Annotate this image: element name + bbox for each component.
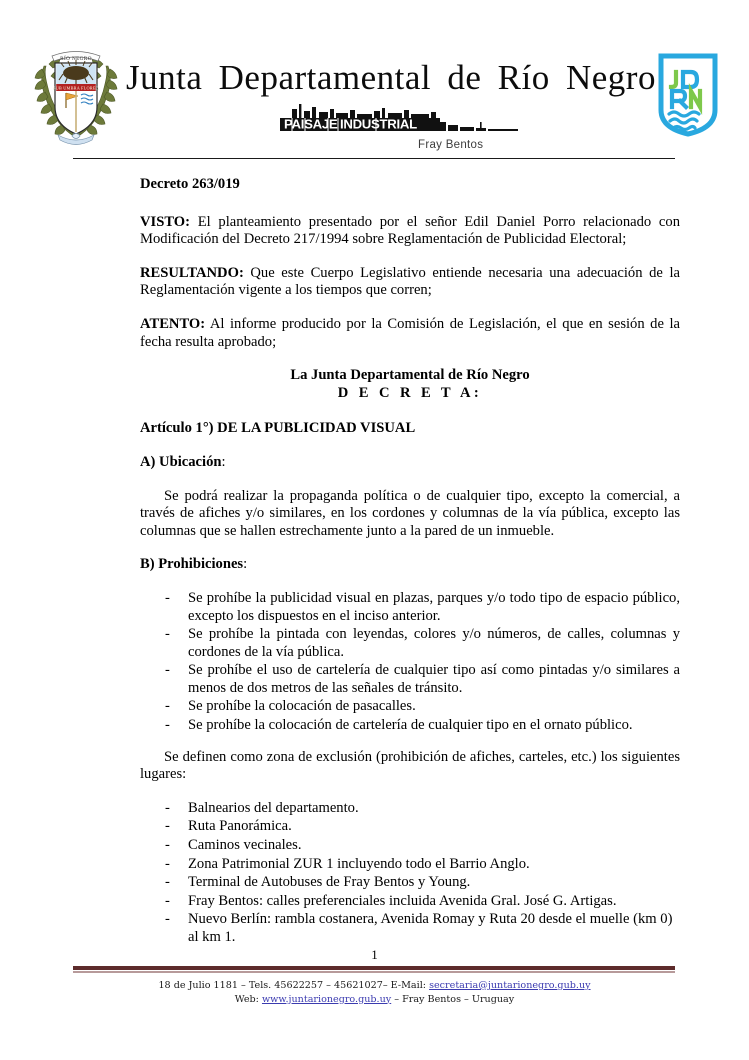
paisaje-industrial-logo-icon [272,104,532,136]
section-b-heading [140,556,680,574]
list-item: - Caminos vecinales. [140,837,680,855]
list-item: - Balnearios del departamento. [140,800,680,818]
list-item: - Se prohíbe el uso de cartelería de cualquier tipo así como pintadas y/o similares a menos de dos metros de las señales de tránsito. [140,662,680,697]
resultando-paragraph [140,265,680,300]
decree-number: Decreto 263/019 [140,176,240,192]
atento-label: ATENTO: [140,315,206,332]
article-1-label: Artículo 1°) [140,420,214,437]
svg-text:SUB UMBRA FLOREO: SUB UMBRA FLOREO [53,85,99,91]
visto-paragraph [140,214,680,249]
prohibitions-list [140,590,680,735]
list-item: - Ruta Panorámica. [140,818,680,836]
footer-divider-light [73,971,675,973]
list-item: - Se prohíbe la colocación de pasacalles. [140,698,680,716]
section-a-label: A) Ubicación [140,453,222,470]
header-divider [73,158,675,159]
section-a-heading [140,454,680,472]
atento-text: Al informe producido por la Comisión de Legislación, el que en sesión de la fecha resulta aprobado; [140,315,680,350]
footer-location-text: – Fray Bentos – Uruguay [391,993,515,1005]
list-item: - Se prohíbe la publicidad visual en plazas, parques y/o todo tipo de espacio público, excepto los dispuestos en el inciso anterior. [140,590,680,625]
enacting-clause [140,367,680,402]
footer-website-link[interactable]: www.juntarionegro.gub.uy [261,993,392,1005]
organization-title: Junta Departamental de Río Negro [126,58,656,97]
visto-text: El planteamiento presentado por el señor Edil Daniel Porro relacionado con Modificación del Decreto 217/1994 sobre Reglamentación de Publicidad Electoral; [140,213,680,248]
section-a-text: Se podrá realizar la propaganda política o de cualquier tipo, excepto la comercial, a través de afiches y/o similares, en los cordones y columnas de la vía pública, excepto las columnas que se hallen estrechamente junto a la pared de un inmueble. [140,487,680,539]
svg-text:INDUSTRIAL: INDUSTRIAL [340,116,417,132]
decreta-word: D E C R E T A: [337,384,483,401]
page-header [0,0,749,168]
enacting-body-name: La Junta Departamental de Río Negro [290,367,530,384]
rio-negro-coat-of-arms-icon [28,36,124,154]
section-b-label: B) Prohibiciones [140,556,244,573]
list-item: - Terminal de Autobuses de Fray Bentos y Young. [140,874,680,892]
visto-label: VISTO: [140,213,191,230]
footer-contact-block [0,979,749,1006]
footer-divider-dark [73,966,675,970]
list-item: - Zona Patrimonial ZUR 1 incluyendo todo el Barrio Anglo. [140,856,680,874]
atento-paragraph [140,316,680,351]
paisaje-subtitle: Fray Bentos [418,139,484,151]
document-body [140,176,680,961]
section-b-colon: : [243,556,248,573]
article-1-title: DE LA PUBLICIDAD VISUAL [213,420,416,437]
page-number: 1 [371,947,378,962]
svg-text:RÍO NEGRO: RÍO NEGRO [60,56,92,62]
section-a-colon: : [221,453,226,470]
list-item: - Nuevo Berlín: rambla costanera, Avenida Romay y Ruta 20 desde el muelle (km 0) al km 1. [140,911,680,946]
svg-text:PAISAJE: PAISAJE [284,116,338,132]
list-item: - Fray Bentos: calles preferenciales incluida Avenida Gral. José G. Artigas. [140,893,680,911]
footer-address-text: 18 de Julio 1181 – Tels. 45622257 – 45621027– E-Mail: [158,980,430,991]
resultando-label: RESULTANDO: [140,264,244,281]
list-item: - Se prohíbe la pintada con leyendas, colores y/o números, de calles, columnas y cordones de la vía pública. [140,626,680,661]
footer-email-link[interactable]: secretaria@juntarionegro.gub.uy [429,980,591,991]
footer-line-web [0,993,749,1007]
exclusion-zone-intro: Se definen como zona de exclusión (prohibición de afiches, carteles, etc.) los siguientes lugares: [140,748,680,783]
resultando-text: Que este Cuerpo Legislativo entiende necesaria una adecuación de la Reglamentación vigente a los tiempos que corren; [140,264,680,299]
jdrn-logo-icon [657,52,719,138]
footer-line-address [0,979,749,993]
list-item: - Se prohíbe la colocación de cartelería de cualquier tipo en el ornato público. [140,717,680,735]
exclusion-zones-list [140,800,680,947]
footer-web-label: Web: [234,993,262,1005]
article-1-heading [140,420,680,438]
